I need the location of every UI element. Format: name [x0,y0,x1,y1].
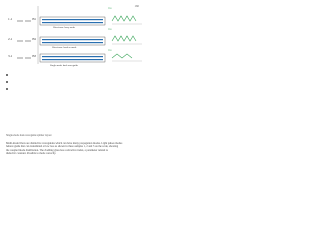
figure-caption: Single-mode dual-waveguide splitter layout [6,134,52,137]
panel-3-mode-label: TE0 [108,50,112,52]
panel-1 [8,8,142,29]
panel-2-right-label: IN2 [32,38,37,41]
panel-2-caption: Waveform: lossless mode [52,46,77,49]
panel-3 [8,50,142,67]
body-line-1: Multi-mode fibers are distinctive waveguides which can have many propagation modes. Light pulses modes [6,142,123,145]
panel-2-mode-profile [112,36,136,41]
figure [0,0,149,70]
bullet-2 [6,81,8,83]
panel-1-mode-profile [112,16,136,21]
panel-2-left-label: 2.1 [8,37,13,41]
bullet-1 [6,74,8,76]
panel-3-mode-profile [112,54,132,58]
panel-3-right-label: IN3 [32,55,37,58]
body-line-3: the coupled mode distribution. The cladding glass has a refractive index, a parameter related to [6,148,109,152]
panel-1-right-label: IN1 [32,18,37,21]
panel-2-waveguide [40,37,105,45]
panel-1-waveguide [40,17,105,25]
bullet-3 [6,88,8,90]
panel-1-mode-label: TE0 [108,8,112,10]
body-paragraph [6,142,142,155]
panel-3-left-label: 3.1 [8,54,13,58]
body-line-4: dielectric constant. Possible to mode correctly. [6,151,57,155]
panel-1-caption: Waveform: lossy mode [53,26,76,29]
body-line-2: behave guide that can transmitted at low loss as shown in three samples 1, 2 and 3 on the scale, showing [6,145,119,149]
panel-2 [8,29,142,49]
panel-1-left-label: 1.1 [8,17,13,21]
panel-3-caption: Single-mode dual-waveguide [50,64,79,67]
page-number: 160 [134,4,139,8]
panel-3-waveguide [40,54,105,62]
panel-2-mode-label: TE0 [108,29,112,31]
